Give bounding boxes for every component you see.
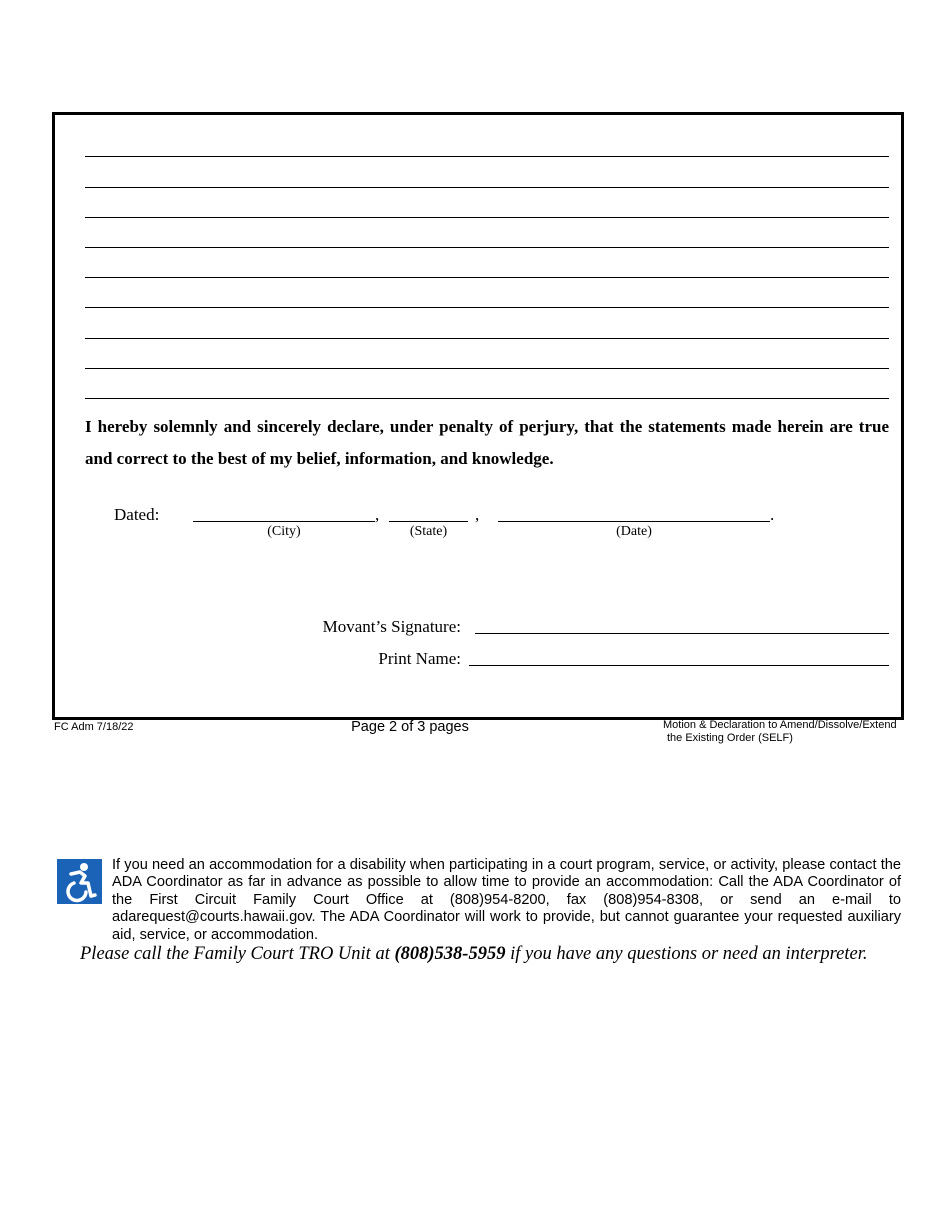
writing-line[interactable] [85,277,889,278]
movant-signature-field[interactable] [475,633,889,634]
writing-line[interactable] [85,217,889,218]
form-title-line: the Existing Order (SELF) [667,732,793,744]
print-name-field[interactable] [469,665,889,666]
print-name-label: Print Name: [378,649,461,668]
date-caption: (Date) [616,524,652,539]
writing-line[interactable] [85,338,889,339]
tro-phone[interactable]: (808)538-5959 [394,944,506,964]
comma: , [375,505,380,524]
contact-prefix: Please call the Family Court TRO Unit at [80,944,395,964]
form-title-line: Motion & Declaration to Amend/Dissolve/Extend [663,719,897,731]
ada-notice: If you need an accommodation for a disability when participating in a court program, service, or activity, please contact the ADA Coordinator as far in advance as possible to allow time to provide an accommodation: Call the ADA Coordinator of the First Circuit Family Court Office at (808)954-8200, fax (808)954-8308, or send an e-mail to adarequest@courts.hawaii.gov. The ADA Coordinator will work to provide, but cannot guarantee your requested auxiliary aid, service, or accommodation. [112,857,901,943]
accessibility-icon [57,859,102,904]
writing-line[interactable] [85,368,889,369]
form-title [663,719,897,745]
date-field[interactable] [498,521,770,522]
page-number: Page 2 of 3 pages [351,719,469,735]
writing-line[interactable] [85,307,889,308]
city-field[interactable] [193,521,375,522]
writing-line[interactable] [85,187,889,188]
tro-contact-line [80,944,910,965]
contact-suffix: if you have any questions or need an interpreter. [505,944,868,964]
form-id: FC Adm 7/18/22 [54,721,134,733]
state-caption: (State) [409,524,448,539]
dated-label: Dated: [114,505,160,524]
comma: , [475,505,480,524]
perjury-declaration: I hereby solemnly and sincerely declare, under penalty of perjury, that the statements made herein are true and correct to the best of my belief, information, and knowledge. [85,417,889,468]
writing-line[interactable] [85,398,889,399]
city-caption: (City) [267,524,301,539]
writing-line[interactable] [85,247,889,248]
state-field[interactable] [389,521,468,522]
period: . [770,505,775,524]
movant-signature-label: Movant’s Signature: [322,617,461,636]
declaration-box [52,112,904,720]
writing-line[interactable] [85,156,889,157]
